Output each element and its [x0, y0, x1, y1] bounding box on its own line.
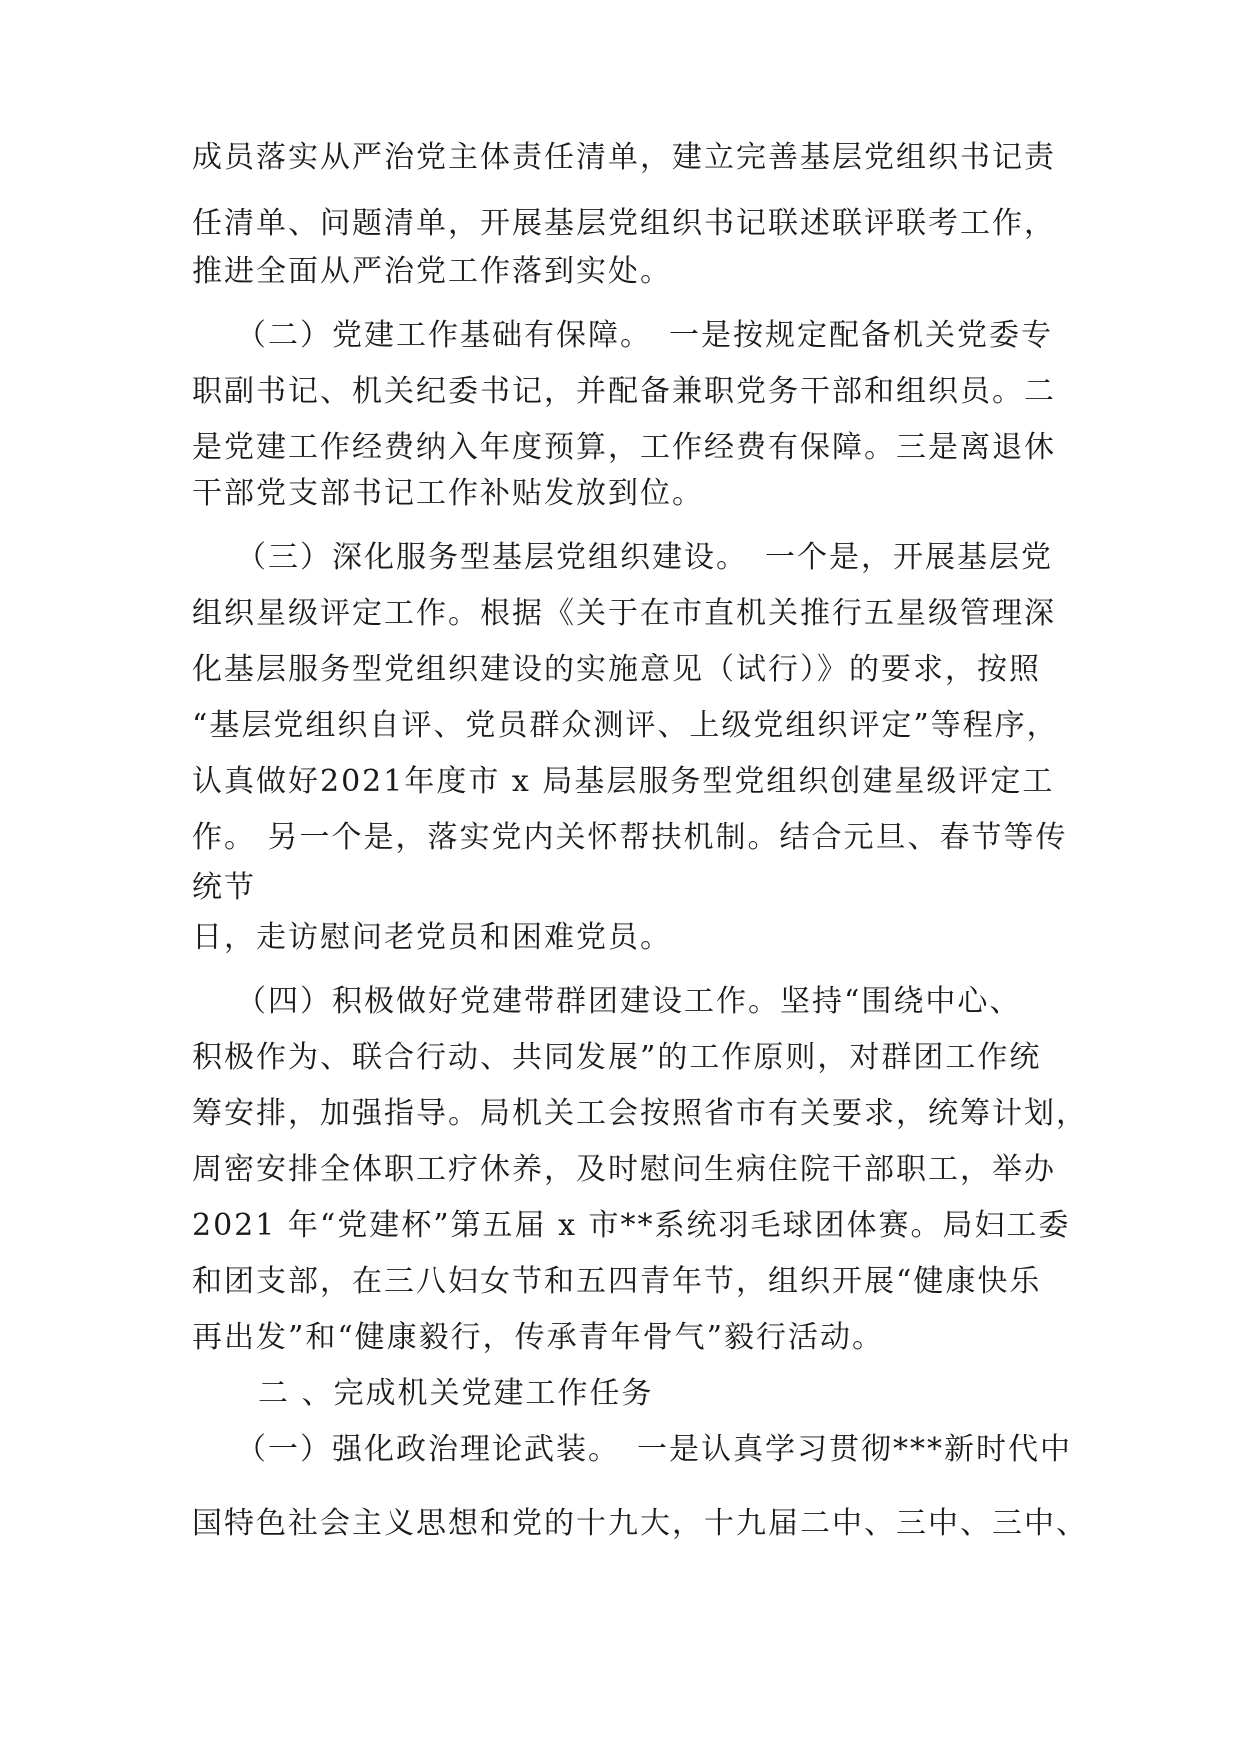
section-heading: （三）深化服务型基层党组织建设。 一个是，开展基层党	[236, 540, 1053, 575]
text-line: 积极作为、联合行动、共同发展”的工作原则，对群团工作统	[192, 1040, 1042, 1075]
section-heading: （四）积极做好党建带群团建设工作。坚持“围绕中心、	[236, 984, 1022, 1019]
text-line: 再出发”和“健康毅行，传承青年骨气”毅行活动。	[192, 1320, 885, 1355]
section-heading: （一）强化政治理论武装。 一是认真学习贯彻***新时代中	[236, 1432, 1072, 1467]
text-line: 任清单、问题清单，开展基层党组织书记联述联评联考工作，	[192, 206, 1056, 241]
text-line: 推进全面从严治党工作落到实处。	[192, 254, 672, 289]
text-line: 成员落实从严治党主体责任清单，建立完善基层党组织书记责	[192, 140, 1056, 175]
text-line: “基层党组织自评、党员群众测评、上级党组织评定”等程序，	[192, 708, 1059, 743]
text-line: 作。 另一个是，落实党内关怀帮扶机制。结合元旦、春节等传	[192, 820, 1068, 855]
section-heading: （二）党建工作基础有保障。 一是按规定配备机关党委专	[236, 318, 1053, 353]
text-line: 周密安排全体职工疗休养，及时慰问生病住院干部职工，举办	[192, 1152, 1056, 1187]
text-line: 筹安排，加强指导。局机关工会按照省市有关要求，统筹计划，	[192, 1096, 1088, 1131]
text-line: 统节	[192, 870, 256, 905]
text-line: 组织星级评定工作。根据《关于在市直机关推行五星级管理深	[192, 596, 1056, 631]
text-line: 是党建工作经费纳入年度预算，工作经费有保障。三是离退休	[192, 430, 1056, 465]
text-line: 干部党支部书记工作补贴发放到位。	[192, 476, 704, 511]
text-line: 职副书记、机关纪委书记，并配备兼职党务干部和组织员。二	[192, 374, 1056, 409]
text-line: 化基层服务型党组织建设的实施意见（试行）》的要求，按照	[192, 652, 1041, 687]
text-line: 2021 年“党建杯”第五届 x 市**系统羽毛球团体赛。局妇工委	[192, 1208, 1071, 1243]
text-line: 认真做好2021年度市 x 局基层服务型党组织创建星级评定工	[192, 764, 1055, 799]
text-line: 国特色社会主义思想和党的十九大，十九届二中、三中、三中、	[192, 1506, 1088, 1541]
text-line: 和团支部，在三八妇女节和五四青年节，组织开展“健康快乐	[192, 1264, 1042, 1299]
chapter-heading: 二 、完成机关党建工作任务	[258, 1376, 654, 1411]
text-line: 日，走访慰问老党员和困难党员。	[192, 920, 672, 955]
